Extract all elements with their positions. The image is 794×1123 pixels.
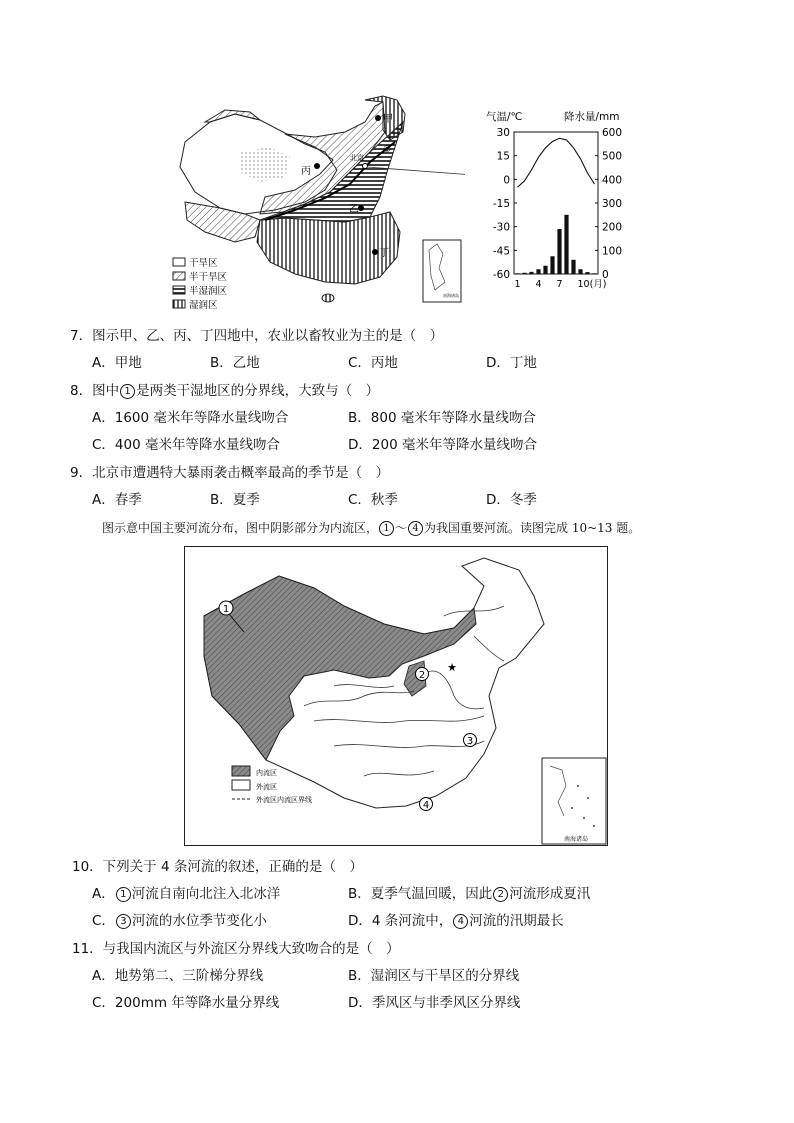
river-2-label: 2 <box>418 670 426 681</box>
dry-wet-zones-map <box>165 92 465 312</box>
precip-bar <box>536 269 540 274</box>
q9-option-a[interactable]: A．春季 <box>92 492 142 508</box>
legend-semi-arid: 半干旱区 <box>189 272 228 283</box>
q7-option-c[interactable]: C．丙地 <box>348 355 398 371</box>
rivers-intro: 图示意中国主要河流分布，图中阴影部分为内流区， 1 ～ 4 为我国重要河流。读图完成 10~13 题。 <box>102 521 641 535</box>
rivers-map <box>184 546 608 846</box>
q9-option-c[interactable]: C．秋季 <box>348 492 398 508</box>
month-tick-label: 1 <box>514 279 521 290</box>
precip-bar <box>557 229 561 274</box>
month-tick-label: 10(月) <box>577 279 607 290</box>
precip-tick-label: 0 <box>602 269 609 281</box>
month-tick-label: 4 <box>535 279 542 290</box>
precip-tick-label: 100 <box>602 245 623 258</box>
precip-axis-label: 降水量/mm <box>564 111 620 123</box>
legend-humid: 湿润区 <box>189 300 218 311</box>
q8-option-b[interactable]: B．800 毫米年等降水量线吻合 <box>348 410 536 426</box>
precip-tick-label: 300 <box>602 198 623 210</box>
q11-option-c[interactable]: C．200mm 年等降水量分界线 <box>92 995 280 1011</box>
temperature-curve <box>518 138 595 187</box>
q11-option-a[interactable]: A．地势第二、三阶梯分界线 <box>92 968 264 984</box>
legend-arid: 干旱区 <box>189 258 218 269</box>
map2-inset-label: 南海诸岛 <box>563 836 589 843</box>
legend-semi-humid: 半湿润区 <box>189 286 228 297</box>
q10-option-c[interactable]: C． 3 河流的水位季节变化小 <box>92 913 267 929</box>
temp-tick-label: 30 <box>496 127 510 139</box>
label-line-1: ① <box>383 145 392 155</box>
precip-tick-label: 500 <box>602 150 623 163</box>
q8-stem: 8．图中 1 是两类干湿地区的分界线，大致与（ ） <box>70 383 380 399</box>
beijing-star-icon: ★ <box>447 661 457 674</box>
map1-inset-label: 南海诸岛 <box>443 293 459 298</box>
temp-tick-label: -30 <box>492 221 510 234</box>
climate-chart <box>480 106 640 292</box>
point-yi: 乙 <box>349 204 359 215</box>
hainan-island <box>322 294 334 302</box>
label-beijing: 北京 <box>350 154 364 162</box>
river-3-label: 3 <box>466 736 474 747</box>
q8-option-a[interactable]: A．1600 毫米年等降水量线吻合 <box>92 410 289 426</box>
q10-option-d[interactable]: D．4 条河流中， 4 河流的汛期最长 <box>348 913 564 929</box>
temp-tick-label: -45 <box>492 245 510 258</box>
temp-tick-label: -60 <box>492 269 510 281</box>
q7-stem: 7．图示甲、乙、丙、丁四地中，农业以畜牧业为主的是（ ） <box>70 328 444 344</box>
precip-tick-label: 400 <box>602 174 623 187</box>
q11-stem: 11．与我国内流区与外流区分界线大致吻合的是（ ） <box>72 941 400 957</box>
point-bing: 丙 <box>301 166 311 177</box>
map2-inset-box <box>542 758 606 844</box>
precip-bar <box>522 273 526 274</box>
precip-bar <box>571 260 575 274</box>
temp-tick-label: 15 <box>496 150 510 163</box>
q9-option-d[interactable]: D．冬季 <box>486 492 537 508</box>
point-ding: 丁 <box>379 248 389 259</box>
q11-option-d[interactable]: D．季风区与非季风区分界线 <box>348 995 521 1011</box>
q10-option-a[interactable]: A． 1 河流自南向北注入北冰洋 <box>92 886 281 902</box>
q8-option-c[interactable]: C．400 毫米年等降水量线吻合 <box>92 437 280 453</box>
legend-boundary: 外流区内流区界线 <box>256 796 312 804</box>
precip-bar <box>550 256 554 274</box>
temp-axis-label: 气温/℃ <box>486 111 523 123</box>
precip-bar <box>578 269 582 274</box>
temp-tick-label: -15 <box>492 198 510 210</box>
river-4-label: 4 <box>422 800 430 811</box>
precip-bar <box>529 272 533 274</box>
precip-bar <box>543 266 547 274</box>
precip-bar <box>564 215 568 274</box>
q7-option-d[interactable]: D．丁地 <box>486 355 537 371</box>
q9-stem: 9．北京市遭遇特大暴雨袭击概率最高的季节是（ ） <box>70 465 390 481</box>
precip-bar <box>592 273 596 274</box>
precip-bar <box>515 273 519 274</box>
legend-inland: 内流区 <box>256 769 277 777</box>
river-1-label: 1 <box>222 604 230 615</box>
q8-option-d[interactable]: D．200 毫米年等降水量线吻合 <box>348 437 537 453</box>
precip-tick-label: 200 <box>602 221 623 234</box>
temp-tick-label: 0 <box>503 174 510 187</box>
month-tick-label: 7 <box>556 279 563 290</box>
precip-bar <box>585 272 589 274</box>
map1-legend <box>173 258 228 311</box>
precip-tick-label: 600 <box>602 127 623 139</box>
q11-option-b[interactable]: B．湿润区与干旱区的分界线 <box>348 968 520 984</box>
circle-1: 1 <box>120 384 135 399</box>
q9-option-b[interactable]: B．夏季 <box>210 492 260 508</box>
q7-option-a[interactable]: A．甲地 <box>92 355 142 371</box>
q7-option-b[interactable]: B．乙地 <box>210 355 260 371</box>
q10-stem: 10．下列关于 4 条河流的叙述，正确的是（ ） <box>72 859 363 875</box>
q10-option-b[interactable]: B．夏季气温回暖，因此 2 河流形成夏汛 <box>348 886 591 902</box>
legend-outflow: 外流区 <box>256 783 277 791</box>
point-jia: 甲 <box>383 114 393 125</box>
